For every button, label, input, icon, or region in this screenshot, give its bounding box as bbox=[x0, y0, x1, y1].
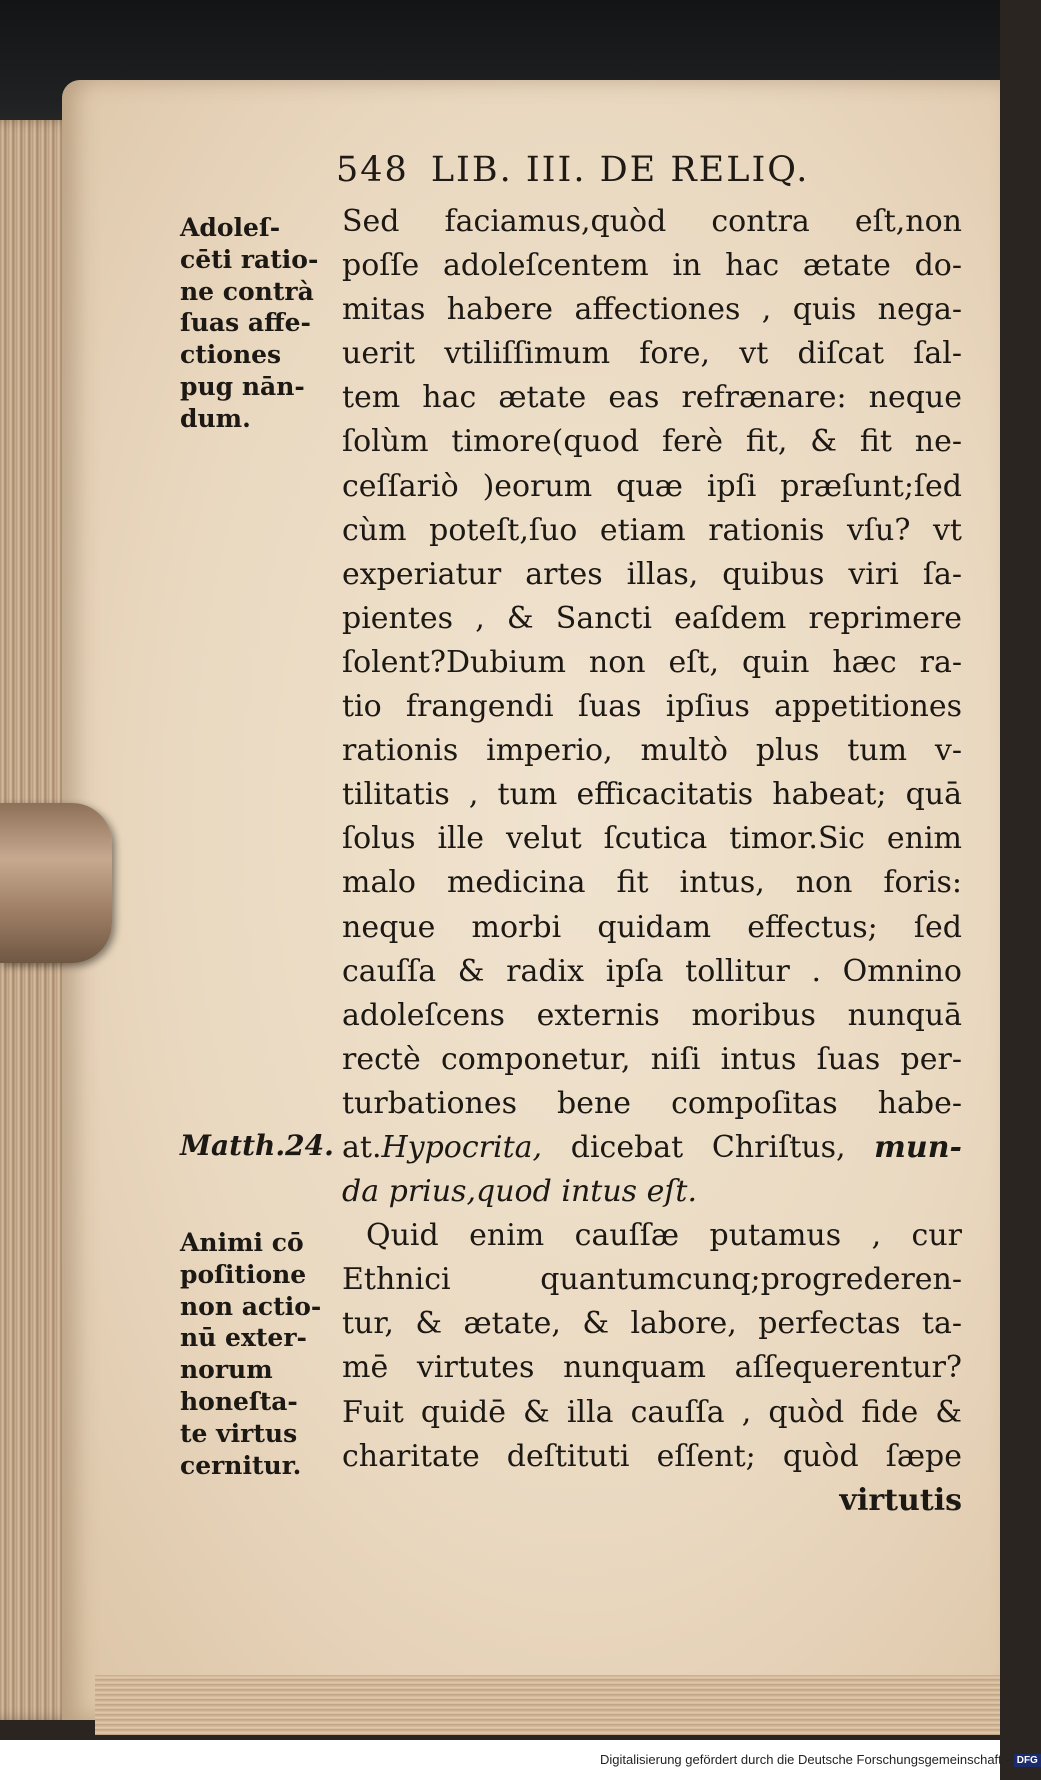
text-line: rationis imperio, multò plus tum v- bbox=[342, 733, 962, 769]
running-header bbox=[336, 150, 936, 200]
margin-note-matthew bbox=[180, 1130, 350, 1162]
margin-note-line: honeſta- bbox=[180, 1386, 298, 1416]
margin-note-line: Matth.24. bbox=[180, 1129, 334, 1162]
quote-middle: dicebat Chriſtus, bbox=[542, 1129, 875, 1165]
margin-note-line: dum. bbox=[180, 403, 251, 433]
text-line: Sed faciamus,quòd contra eſt,non bbox=[342, 204, 962, 239]
text-line: charitate deſtituti eſſent; quòd ſæpe bbox=[342, 1438, 962, 1474]
margin-note-adolescenti bbox=[180, 212, 350, 435]
margin-note-line: nū exter- bbox=[180, 1323, 307, 1353]
text-line: cùm poteſt,ſuo etiam rationis vſu? vt bbox=[342, 512, 962, 548]
dfg-logo: DFG bbox=[1014, 1754, 1041, 1767]
text-line: mitas habere affectiones , quis nega- bbox=[342, 292, 962, 328]
quote-prefix: at. bbox=[342, 1129, 382, 1165]
quote-hypocrita: Hypocrita, bbox=[381, 1129, 543, 1165]
text-line: neque morbi quidam effectus; ſed bbox=[342, 909, 962, 945]
text-line: tio frangendi ſuas ipſius appetitiones bbox=[342, 689, 962, 725]
text-line: tilitatis , tum efficacitatis habeat; quā bbox=[342, 777, 962, 813]
text-line: ſolent?Dubium non eſt, quin hæc ra- bbox=[342, 644, 962, 680]
margin-note-line: poſitione bbox=[180, 1259, 307, 1289]
margin-note-line: ctiones bbox=[180, 340, 282, 370]
quote-line-2: da prius,quod intus eſt. bbox=[342, 1174, 698, 1210]
margin-note-line: Adoleſ- bbox=[180, 213, 281, 242]
margin-note-line: norum bbox=[180, 1355, 273, 1385]
text-line: rectè componetur, niſi intus ſuas per- bbox=[342, 1041, 962, 1077]
book-page-edges-bottom bbox=[95, 1675, 1000, 1735]
margin-note-line: cēti ratio- bbox=[180, 244, 319, 274]
digitization-credit bbox=[600, 1752, 1038, 1767]
margin-note-line: pug nān- bbox=[180, 371, 305, 401]
margin-note-line: ſuas affe- bbox=[180, 308, 311, 338]
margin-note-line: ne contrà bbox=[180, 276, 314, 306]
margin-note-line: cernitur. bbox=[180, 1450, 302, 1480]
quote-mun: mun- bbox=[874, 1129, 962, 1165]
text-line: adoleſcens externis moribus nunquā bbox=[342, 997, 962, 1033]
text-line: ceſſariò )eorum quæ ipſi præſunt;ſed bbox=[342, 468, 962, 504]
margin-note-line: Animi cō bbox=[180, 1228, 304, 1257]
text-line: mē virtutes nunquam aſſequerentur? bbox=[342, 1350, 962, 1386]
margin-note-line: te virtus bbox=[180, 1418, 298, 1448]
page-number: 548 bbox=[336, 150, 409, 190]
text-line: ſolùm timore(quod ferè fit, & fit ne- bbox=[342, 424, 962, 460]
text-line: poſſe adoleſcentem in hac ætate do- bbox=[342, 248, 962, 284]
text-line: Fuit quidē & illa cauſſa , quòd fide & bbox=[342, 1394, 962, 1430]
text-line: experiatur artes illas, quibus viri ſa- bbox=[342, 556, 962, 592]
text-line: tur, & ætate, & labore, perfectas ta- bbox=[342, 1306, 962, 1342]
margin-note-line: non actio- bbox=[180, 1291, 322, 1321]
text-line: tem hac ætate eas refrænare: neque bbox=[342, 380, 962, 416]
quote-line bbox=[342, 1126, 962, 1170]
text-line: ſolus ille velut ſcutica timor.Sic enim bbox=[342, 821, 962, 857]
text-line: Ethnici quantumcunq;progrederen- bbox=[342, 1262, 962, 1298]
text-line: turbationes bene compoſitas habe- bbox=[342, 1085, 962, 1121]
text-line: malo medicina fit intus, non foris: bbox=[342, 865, 962, 901]
body-text bbox=[342, 200, 962, 1523]
book-clasp bbox=[0, 803, 112, 963]
credit-text: Digitalisierung gefördert durch die Deutsche Forschungsgemeinschaft - bbox=[600, 1752, 1010, 1767]
text-line: Quid enim cauſſæ putamus , cur bbox=[366, 1218, 962, 1254]
running-title: LIB. III. DE RELIQ. bbox=[430, 150, 810, 190]
text-line: cauſſa & radix ipſa tollitur . Omnino bbox=[342, 953, 962, 989]
text-line: uerit vtiliſſimum fore, vt diſcat ſal- bbox=[342, 336, 962, 372]
margin-note-animi bbox=[180, 1227, 350, 1481]
text-line: pientes , & Sancti eaſdem reprimere bbox=[342, 600, 962, 636]
catchword: virtutis bbox=[839, 1482, 962, 1518]
